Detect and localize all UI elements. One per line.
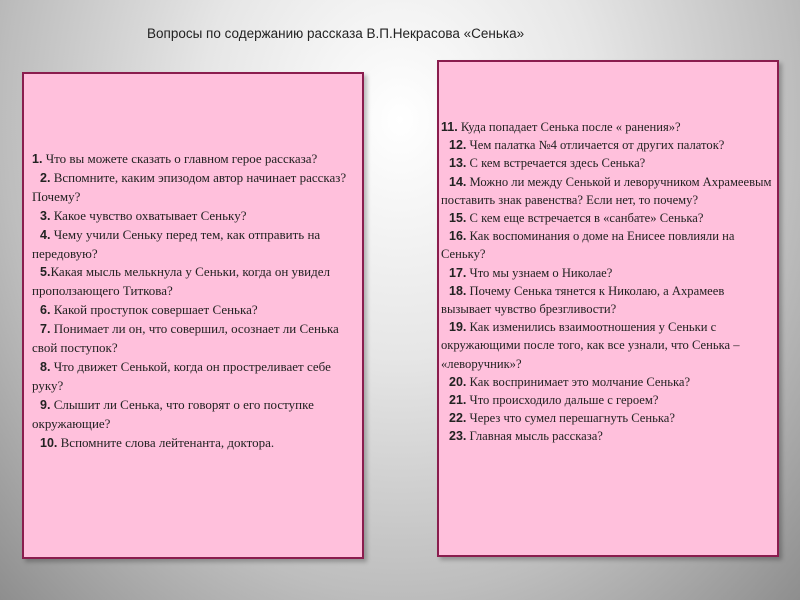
question-number: 3.: [40, 208, 51, 223]
question-text: Какое чувство охватывает Сеньку?: [50, 207, 247, 223]
question-text: С кем еще встречается в «санбате» Сенька?: [466, 211, 704, 226]
question-item: [32, 226, 356, 264]
question-number: 13.: [449, 156, 467, 171]
question-text: Что движет Сенькой, когда он простреливает себе руку?: [32, 358, 331, 393]
question-text: Как воспринимает это молчание Сенька?: [466, 374, 691, 389]
question-text: Какой проступок совершает Сенька?: [50, 302, 258, 318]
question-number: 20.: [449, 374, 467, 389]
question-item: [32, 301, 356, 320]
question-text: Что происходило дальше с героем?: [466, 393, 659, 408]
question-number: 9.: [40, 397, 51, 412]
question-text: Куда попадает Сенька после « ранения»?: [457, 120, 681, 134]
question-item: [441, 391, 773, 409]
question-text: Что мы узнаем о Николае?: [466, 265, 613, 280]
question-item: [32, 434, 356, 453]
question-item: [441, 173, 773, 209]
question-item: [441, 136, 773, 154]
question-item: [441, 154, 773, 172]
question-number: 1.: [32, 152, 43, 166]
question-number: 2.: [40, 170, 51, 185]
question-number: 15.: [449, 211, 467, 226]
question-number: 16.: [449, 229, 467, 244]
question-text: Через что сумел перешагнуть Сенька?: [466, 411, 675, 426]
question-item: [441, 282, 773, 318]
question-item: [441, 264, 773, 282]
question-number: 4.: [40, 227, 51, 242]
question-text: Вспомните, каким эпизодом автор начинает рассказ? Почему?: [32, 169, 347, 204]
question-text: Главная мысль рассказа?: [466, 429, 603, 444]
question-text: Как воспоминания о доме на Енисее повлияли на Сеньку?: [441, 229, 735, 262]
question-item: [32, 150, 356, 169]
questions-box-left: [22, 72, 364, 559]
question-item: [32, 320, 356, 358]
question-number: 5.: [40, 265, 51, 280]
slide-title: Вопросы по содержанию рассказа В.П.Некрасова «Сенька»: [147, 26, 525, 41]
question-number: 21.: [449, 393, 467, 408]
question-item: [32, 169, 356, 207]
question-item: [441, 409, 773, 427]
question-item: [441, 209, 773, 227]
question-number: 14.: [449, 174, 467, 189]
question-item: [32, 263, 356, 301]
question-item: [441, 373, 773, 391]
question-number: 19.: [449, 320, 467, 335]
question-item: [32, 207, 356, 226]
question-number: 22.: [449, 411, 467, 426]
question-number: 18.: [449, 283, 467, 298]
question-number: 11.: [441, 120, 458, 134]
question-number: 10.: [40, 435, 58, 450]
question-text: Как изменились взаимоотношения у Сеньки с окружающими после того, как все узнали, что Сенька – «леворучник»?: [441, 320, 740, 371]
question-text: Что вы можете сказать о главном герое рассказа?: [42, 151, 318, 166]
question-item: [441, 118, 773, 136]
question-text: Почему Сенька тянется к Николаю, а Ахрамеев вызывает чувство брезгливости?: [441, 283, 725, 317]
question-item: [32, 396, 356, 434]
question-text: Чему учили Сеньку перед тем, как отправить на передовую?: [32, 226, 321, 261]
question-number: 7.: [40, 322, 51, 337]
question-item: [441, 427, 773, 445]
question-number: 12.: [449, 138, 467, 153]
question-item: [441, 227, 773, 263]
question-item: [441, 318, 773, 373]
question-number: 17.: [449, 265, 467, 280]
question-text: Слышит ли Сенька, что говорят о его поступке окружающие?: [32, 396, 314, 431]
question-text: Вспомните слова лейтенанта, доктора.: [57, 434, 275, 450]
question-number: 8.: [40, 359, 51, 374]
question-text: Какая мысль мелькнула у Сеньки, когда он увидел проползающего Титкова?: [32, 264, 331, 299]
question-number: 23.: [449, 429, 467, 444]
question-text: Чем палатка №4 отличается от других палаток?: [466, 138, 725, 153]
question-number: 6.: [40, 303, 51, 318]
questions-box-right: [437, 60, 779, 557]
question-text: Понимает ли он, что совершил, осознает ли Сенька свой поступок?: [32, 321, 339, 356]
question-text: С кем встречается здесь Сенька?: [466, 156, 646, 171]
question-text: Можно ли между Сенькой и леворучником Ахрамеевым поставить знак равенства? Если нет, то почему?: [441, 174, 772, 207]
question-item: [32, 358, 356, 396]
